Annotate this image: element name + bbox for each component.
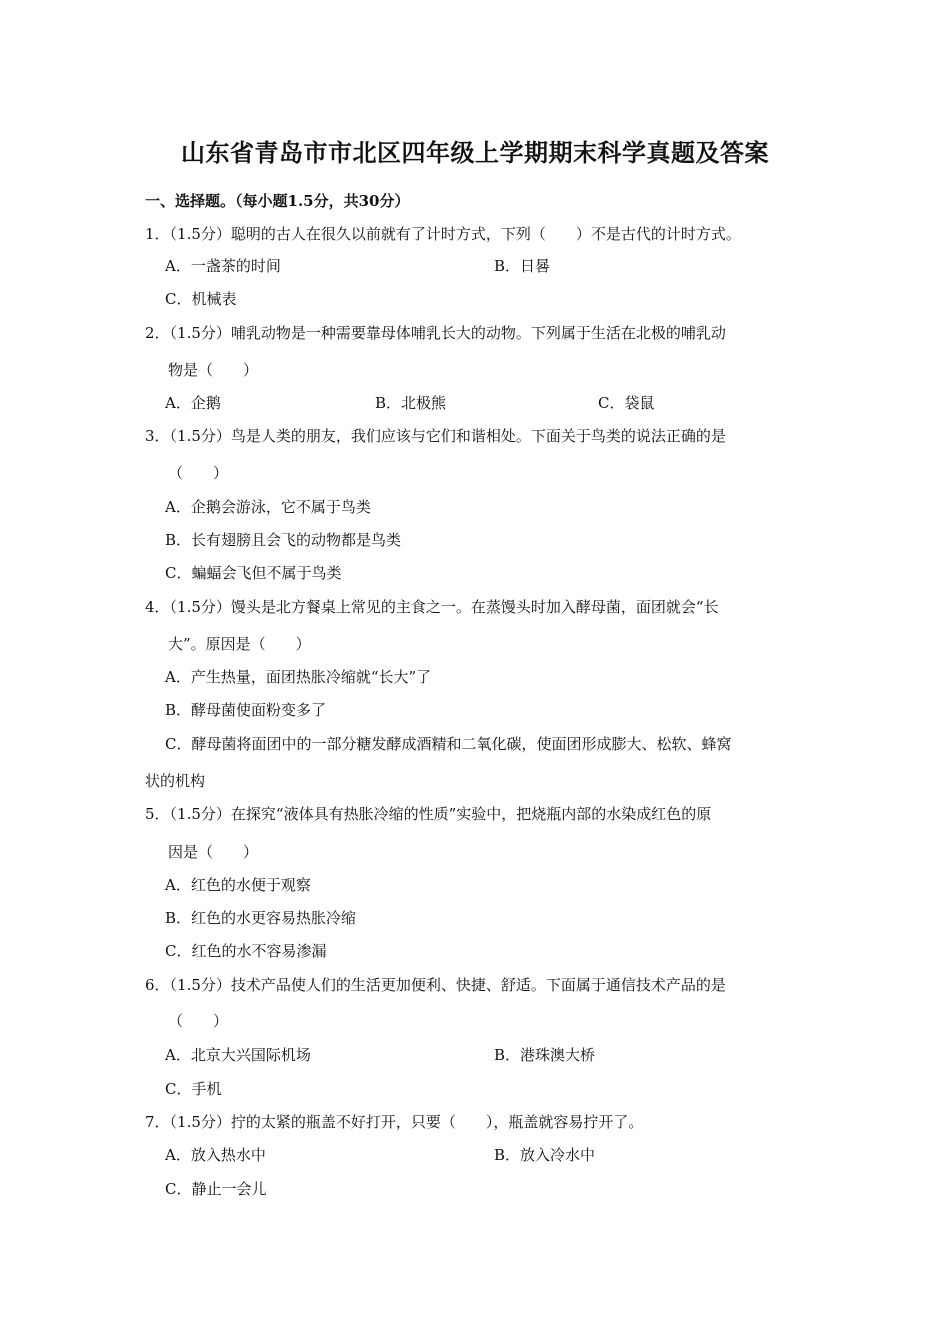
option-2b: B．北极熊 <box>375 394 447 412</box>
question-6 <box>145 975 726 995</box>
option-7b: B．放入冷水中 <box>494 1146 596 1164</box>
question-7 <box>145 1112 643 1132</box>
option-5c: C．红色的水不容易渗漏 <box>165 942 327 960</box>
question-5-continued: 因是（ ） <box>168 843 259 861</box>
question-6-continued: （ ） <box>168 1012 229 1030</box>
option-3a: A．企鹅会游泳，它不属于鸟类 <box>165 498 371 516</box>
document-title: 山东省青岛市市北区四年级上学期期末科学真题及答案 <box>181 138 769 167</box>
option-1c: C．机械表 <box>165 290 237 308</box>
option-4b: B．酵母菌使面粉变多了 <box>165 701 327 719</box>
question-text: （1.5分）在探究“液体具有热胀冷缩的性质”实验中，把烧瓶内部的水染成红色的原 <box>169 805 712 823</box>
question-4-continued: 大”。原因是（ ） <box>168 635 311 653</box>
option-7a: A．放入热水中 <box>165 1146 266 1164</box>
option-3b: B．长有翅膀且会飞的动物都是鸟类 <box>165 531 402 549</box>
question-text: （1.5分）馒头是北方餐桌上常见的主食之一。在蒸馒头时加入酵母菌，面团就会“长 <box>169 598 719 616</box>
option-4c-continued: 状的机构 <box>145 772 206 790</box>
question-text: （1.5分）技术产品使人们的生活更加便利、快捷、舒适。下面属于通信技术产品的是 <box>169 976 726 994</box>
option-1a: A．一盏茶的时间 <box>165 257 281 275</box>
question-number: 5． <box>145 805 170 823</box>
question-number: 6． <box>145 976 170 994</box>
option-1b: B．日晷 <box>494 257 551 275</box>
question-text: （1.5分）哺乳动物是一种需要靠母体哺乳长大的动物。下列属于生活在北极的哺乳动 <box>169 324 726 342</box>
question-5 <box>145 804 711 824</box>
question-3-continued: （ ） <box>168 464 229 482</box>
question-number: 1． <box>145 225 170 243</box>
option-7c: C．静止一会儿 <box>165 1180 267 1198</box>
question-text: （1.5分）聪明的古人在很久以前就有了计时方式，下列（ ）不是古代的计时方式。 <box>169 225 741 243</box>
question-2-continued: 物是（ ） <box>168 361 259 379</box>
question-number: 2． <box>145 324 170 342</box>
option-5b: B．红色的水更容易热胀冷缩 <box>165 909 357 927</box>
question-text: （1.5分）拧的太紧的瓶盖不好打开，只要（ ），瓶盖就容易拧开了。 <box>169 1113 644 1131</box>
option-5a: A．红色的水便于观察 <box>165 876 311 894</box>
option-6a: A．北京大兴国际机场 <box>165 1046 311 1064</box>
question-4 <box>145 597 719 617</box>
option-4a: A．产生热量，面团热胀冷缩就“长大”了 <box>165 668 432 686</box>
option-2a: A．企鹅 <box>165 394 221 412</box>
option-3c: C．蝙蝠会飞但不属于鸟类 <box>165 564 342 582</box>
option-6b: B．港珠澳大桥 <box>494 1046 596 1064</box>
question-2 <box>145 323 726 343</box>
question-number: 4． <box>145 598 170 616</box>
question-text: （1.5分）鸟是人类的朋友，我们应该与它们和谐相处。下面关于鸟类的说法正确的是 <box>169 427 726 445</box>
option-4c: C．酵母菌将面团中的一部分糖发酵成酒精和二氧化碳，使面团形成膨大、松软、蜂窝 <box>165 735 732 753</box>
question-1 <box>145 224 741 244</box>
question-number: 7． <box>145 1113 170 1131</box>
section-heading: 一、选择题。（每小题1.5分，共30分） <box>145 192 410 210</box>
question-number: 3． <box>145 427 170 445</box>
question-3 <box>145 426 726 446</box>
option-6c: C．手机 <box>165 1080 222 1098</box>
option-2c: C．袋鼠 <box>598 394 655 412</box>
